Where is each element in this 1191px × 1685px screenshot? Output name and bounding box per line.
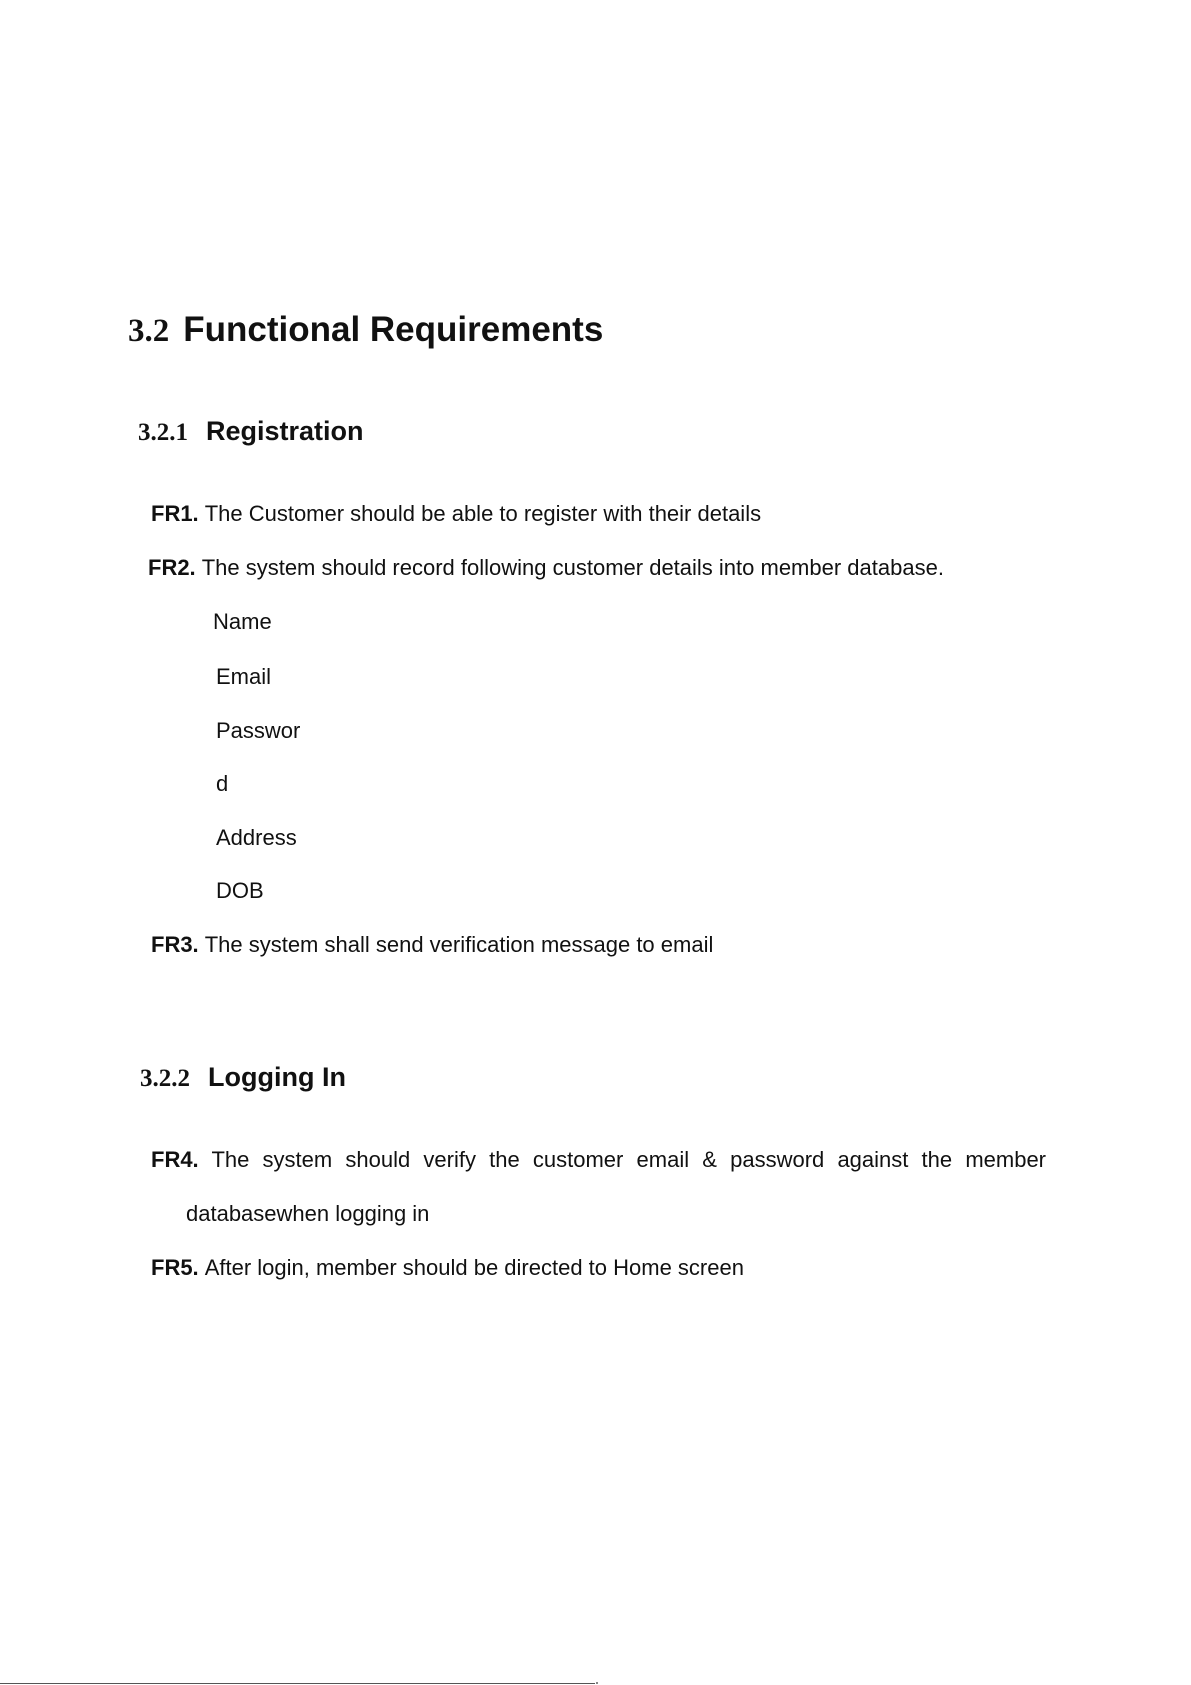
- requirement-fr4-continuation: databasewhen logging in: [186, 1201, 430, 1226]
- footer-divider-end: [596, 1682, 598, 1684]
- requirement-text: The system shall send verification message to email: [204, 932, 714, 957]
- list-item: Email: [216, 664, 272, 689]
- requirement-text: The system should verify the customer email & password against the member: [211, 1147, 1047, 1172]
- section-title: Functional Requirements: [183, 310, 604, 349]
- requirement-fr1: [151, 501, 761, 527]
- requirement-id: FR1.: [151, 501, 199, 526]
- subsection-title: Registration: [206, 416, 364, 446]
- subsection-title: Logging In: [208, 1062, 346, 1092]
- requirement-fr3: [151, 932, 713, 958]
- requirement-text: The system should record following customer details into member database.: [201, 555, 944, 580]
- list-item: d: [216, 771, 229, 796]
- subsection-number: 3.2.1: [138, 419, 188, 446]
- requirement-id: FR5.: [151, 1255, 199, 1280]
- requirement-text: After login, member should be directed to Home screen: [204, 1255, 744, 1280]
- requirement-id: FR2.: [148, 555, 196, 580]
- requirement-id: FR4.: [151, 1147, 199, 1172]
- subsection-heading-logging-in: [140, 1062, 346, 1093]
- list-item: Name: [213, 609, 272, 634]
- requirement-fr5: [151, 1255, 744, 1281]
- section-number: 3.2: [128, 313, 170, 349]
- subsection-heading-registration: [138, 416, 364, 447]
- requirement-fr2: [148, 555, 944, 581]
- footer-divider: [0, 1683, 595, 1684]
- requirement-text: The Customer should be able to register with their details: [204, 501, 762, 526]
- section-heading: [128, 310, 603, 350]
- subsection-number: 3.2.2: [140, 1065, 190, 1092]
- list-item: DOB: [216, 878, 264, 903]
- list-item: Passwor: [216, 718, 301, 743]
- list-item: Address: [216, 825, 297, 850]
- requirement-fr4: [151, 1147, 1046, 1173]
- requirement-id: FR3.: [151, 932, 199, 957]
